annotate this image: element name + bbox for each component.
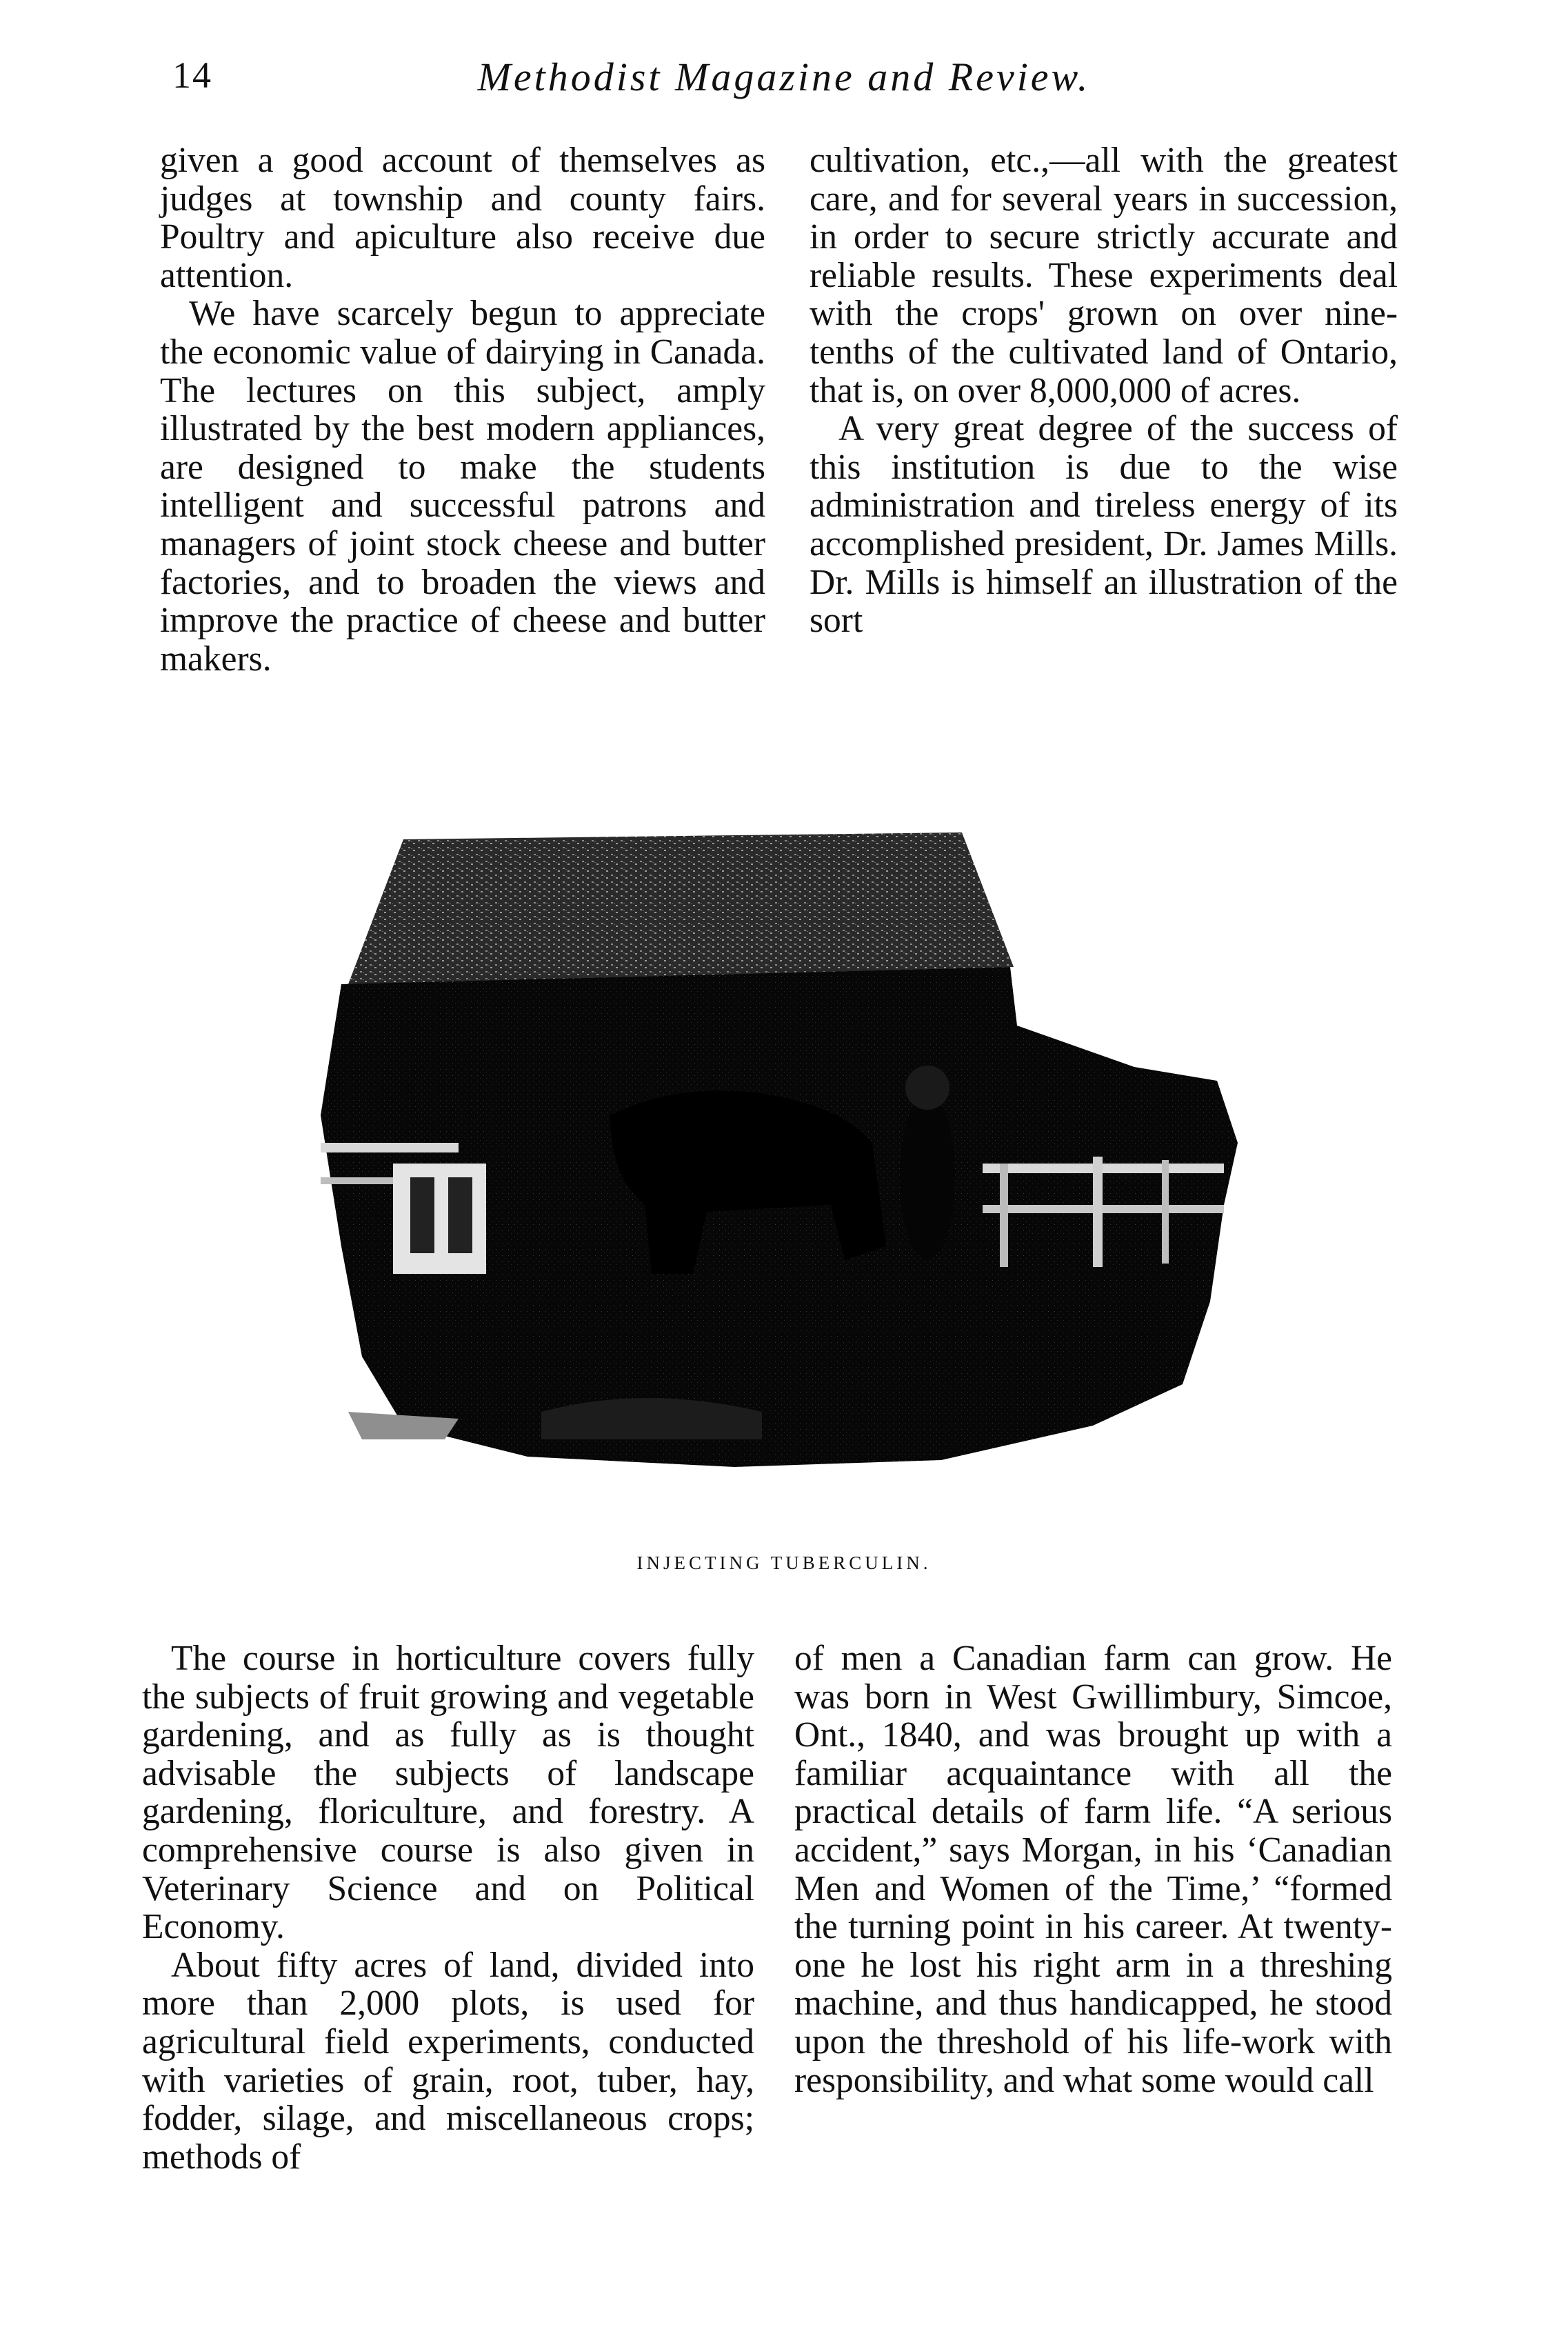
- paragraph: The course in horticulture covers fully the subjects of fruit growing and vegetable gardening, and as fully as is thought advisable the subjects of landscape gardening, floriculture, and forestry. A comprehensive course is also given in Veterinary Science and on Political Economy.: [142, 1639, 754, 1947]
- paragraph: A very great degree of the success of this institution is due to the wise administration and tireless energy of its accomplished president, Dr. James Mills. Dr. Mills is himself an illustration of the sort: [810, 409, 1398, 641]
- fence-post: [1162, 1160, 1169, 1264]
- fence-rail: [321, 1143, 459, 1152]
- figure-caption: INJECTING TUBERCULIN.: [636, 1553, 932, 1573]
- paragraph: given a good account of themselves as judges at township and county fairs. Poultry and apiculture also receive due attention.: [160, 141, 765, 295]
- bottom-right-column: [794, 1639, 1392, 2099]
- bottom-left-column: [142, 1639, 754, 2176]
- paragraph: About fifty acres of land, divided into more than 2,000 plots, is used for agricultural field experiments, conducted with varieties of grain, root, tuber, hay, fodder, silage, and miscellaneous crops; methods of: [142, 1945, 754, 2177]
- fence-post: [1000, 1164, 1008, 1267]
- fence-rail: [983, 1164, 1224, 1173]
- fence-post: [1093, 1157, 1103, 1267]
- barn-roof: [348, 832, 1014, 984]
- running-title: Methodist Magazine and Review.: [477, 54, 1091, 99]
- barn-photograph: [321, 819, 1262, 1481]
- paragraph: of men a Canadian farm can grow. He was born in West Gwillimbury, Simcoe, Ont., 1840, and was brought up with a familiar acquaintance with all the practical details of farm life. “A serious accident,” says Morgan, in his ‘Canadian Men and Women of the Time,’ “formed the turning point in his career. At twenty-one he lost his right arm in a threshing machine, and thus handicapped, he stood upon the threshold of his life-work with responsibility, and what some would call: [794, 1639, 1392, 2100]
- page-number: 14: [172, 54, 212, 96]
- top-left-column: [160, 141, 765, 678]
- paragraph: cultivation, etc.,—all with the greatest care, and for several years in succession, in order to secure strictly accurate and reliable results. These experiments deal with the crops' grown on over nine-tenths of the cultivated land of Ontario, that is, on over 8,000,000 of acres.: [810, 141, 1398, 410]
- fence-rail: [983, 1205, 1224, 1213]
- paragraph: We have scarcely begun to appreciate the economic value of dairying in Canada. The lectures on this subject, amply illustrated by the best modern appliances, are designed to make the students intelligent and successful patrons and managers of joint stock cheese and butter factories, and to broaden the views and improve the practice of cheese and butter makers.: [160, 294, 765, 679]
- person-figure: [900, 1095, 955, 1260]
- top-right-column: [810, 141, 1398, 640]
